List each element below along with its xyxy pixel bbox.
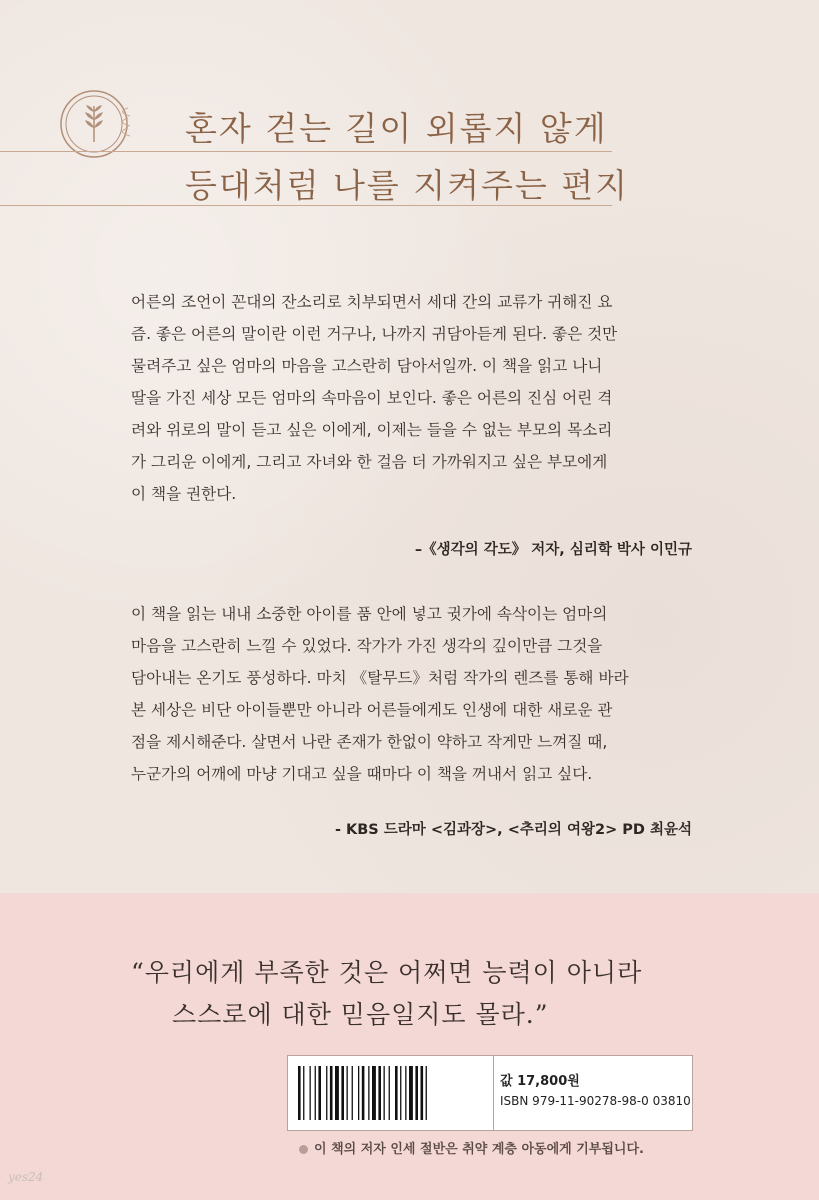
review-1-line: 즘. 좋은 어른의 말이란 이런 거구나, 나까지 귀담아듣게 된다. 좋은 것만: [131, 325, 618, 343]
review-2-line: 마음을 고스란히 느낄 수 있었다. 작가가 가진 생각의 깊이만큼 그것을: [131, 637, 603, 655]
barcode-stripe: [352, 1066, 353, 1120]
watermark-logo: yes24: [8, 1170, 44, 1184]
barcode-box: [287, 1055, 693, 1131]
price-label: 값 17,800원: [500, 1074, 580, 1089]
barcode-stripe: [378, 1066, 381, 1120]
barcode-stripe: [330, 1066, 333, 1120]
barcode-stripe: [318, 1066, 321, 1120]
quote-line-2: 스스로에 대한 믿음일지도 몰라.”: [172, 1000, 549, 1029]
donation-note-text: 이 책의 저자 인세 절반은 취약 계층 아동에게 기부됩니다.: [314, 1142, 644, 1157]
review-2-line: 누군가의 어깨에 마냥 기대고 싶을 때마다 이 책을 꺼내서 읽고 싶다.: [131, 765, 593, 783]
review-1-line: 려와 위로의 말이 듣고 싶은 이에게, 이제는 들을 수 없는 부모의 목소리: [131, 421, 613, 439]
barcode-stripe: [405, 1066, 406, 1120]
barcode-stripe: [303, 1066, 304, 1120]
barcode-stripe: [400, 1066, 401, 1120]
barcode-stripe: [347, 1066, 348, 1120]
isbn-label: ISBN 979-11-90278-98-0 03810: [500, 1094, 691, 1108]
barcode-stripe: [372, 1066, 376, 1120]
barcode-stripe: [421, 1066, 424, 1120]
barcode-stripe: [335, 1066, 339, 1120]
barcode-stripe: [326, 1066, 327, 1120]
header-rule-2: [0, 205, 612, 206]
review-2-line: 점을 제시해준다. 살면서 나란 존재가 한없이 약하고 작게만 느껴질 때,: [131, 733, 608, 751]
barcode-stripe: [368, 1066, 369, 1120]
review-2-line: 이 책을 읽는 내내 소중한 아이를 품 안에 넣고 귓가에 속삭이는 엄마의: [131, 605, 608, 623]
barcode-stripe: [315, 1066, 316, 1120]
review-2-line: 본 세상은 비단 아이들뿐만 아니라 어른들에게도 인생에 대한 새로운 관: [131, 701, 613, 719]
review-1: [131, 286, 691, 510]
barcode-stripe: [389, 1066, 390, 1120]
barcode-stripe: [426, 1066, 427, 1120]
header-line-2: 등대처럼 나를 지켜주는 편지: [185, 166, 630, 205]
header-line-1: 혼자 걷는 길이 외롭지 않게: [185, 109, 608, 148]
donation-note: [299, 1138, 644, 1157]
review-1-line: 어른의 조언이 꼰대의 잔소리로 치부되면서 세대 간의 교류가 귀해진 요: [131, 293, 613, 311]
review-2-line: 담아내는 온기도 풍성하다. 마치 《탈무드》처럼 작가의 렌즈를 통해 바라: [131, 669, 629, 687]
review-1-attribution: –《생각의 각도》 저자, 심리학 박사 이민규: [414, 542, 692, 558]
barcode-stripe: [384, 1066, 385, 1120]
quote-line-1: “우리에게 부족한 것은 어쩌면 능력이 아니라: [131, 958, 643, 987]
barcode-stripe: [341, 1066, 344, 1120]
review-2: [131, 598, 691, 790]
review-1-line: 이 책을 권한다.: [131, 485, 237, 503]
barcode-divider: [493, 1056, 494, 1130]
review-1-line: 가 그리운 이에게, 그리고 자녀와 한 걸음 더 가까워지고 싶은 부모에게: [131, 453, 608, 471]
barcode-stripe: [415, 1066, 418, 1120]
header-rule-1: [0, 151, 612, 152]
barcode-image: [296, 1066, 486, 1120]
barcode-stripe: [409, 1066, 413, 1120]
barcode-stripe: [298, 1066, 301, 1120]
review-1-line: 물려주고 싶은 엄마의 마음을 고스란히 담아서일까. 이 책을 읽고 나니: [131, 357, 603, 375]
barcode-stripe: [310, 1066, 311, 1120]
review-2-attribution: - KBS 드라마 <김과장>, <추리의 여왕2> PD 최윤석: [334, 822, 692, 838]
review-1-line: 딸을 가진 세상 모든 엄마의 속마음이 보인다. 좋은 어른의 진심 어린 격: [131, 389, 613, 407]
barcode-stripe: [395, 1066, 398, 1120]
wheat-stamp-icon: [58, 88, 130, 160]
bullet-icon: [299, 1145, 308, 1154]
barcode-stripe: [358, 1066, 359, 1120]
barcode-stripe: [362, 1066, 365, 1120]
